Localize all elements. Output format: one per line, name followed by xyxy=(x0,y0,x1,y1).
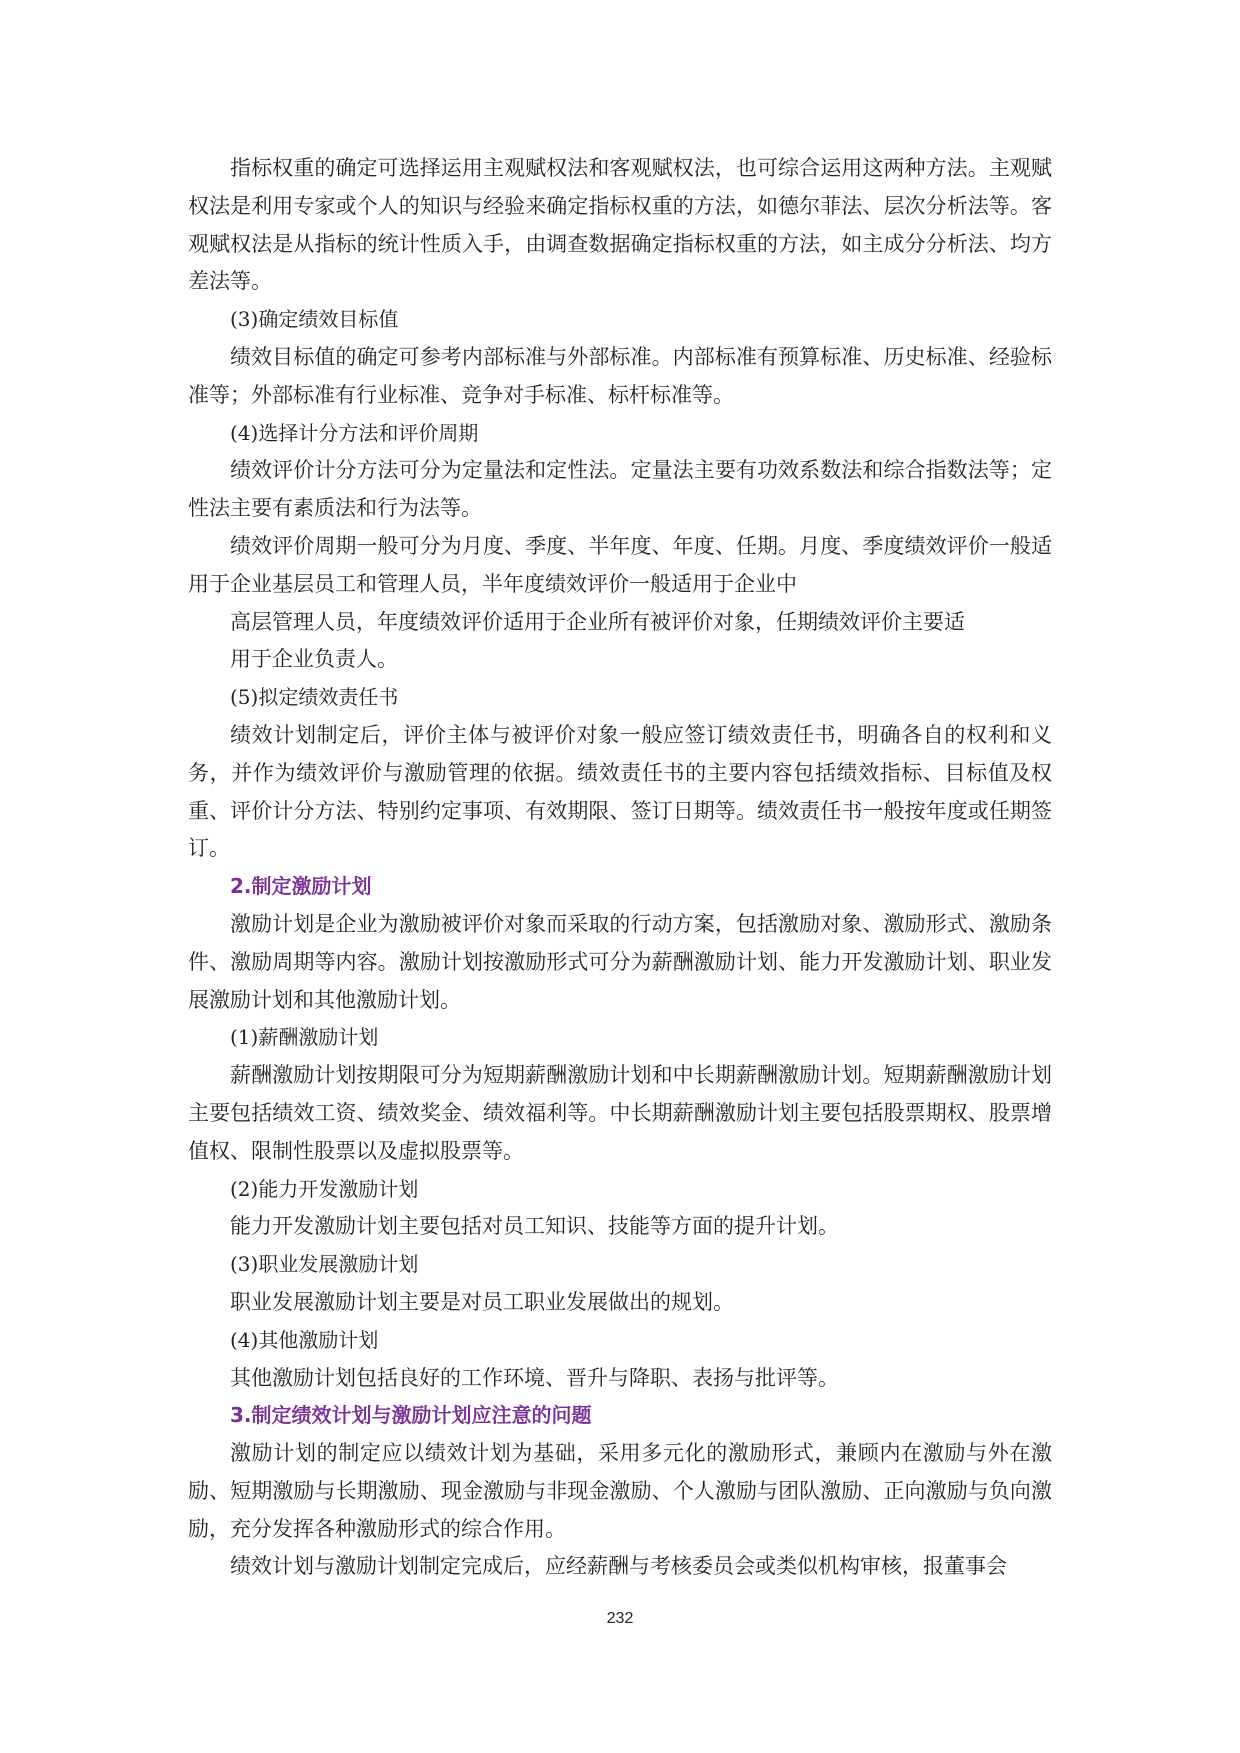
paragraph-target-values: 绩效目标值的确定可参考内部标准与外部标准。内部标准有预算标准、历史标准、经验标准等；外部标准有行业标准、竞争对手标准、标杆标准等。 xyxy=(188,344,1052,407)
subheading-career-incentive: (3)职业发展激励计划 xyxy=(230,1252,419,1277)
page-body xyxy=(188,150,1052,1586)
subheading-ability-incentive: (2)能力开发激励计划 xyxy=(230,1176,419,1201)
paragraph-ability-incentive: 能力开发激励计划主要包括对员工知识、技能等方面的提升计划。 xyxy=(230,1214,839,1239)
page-number: 232 xyxy=(606,1610,634,1627)
subheading-salary-incentive: (1)薪酬激励计划 xyxy=(230,1025,379,1050)
paragraph-scoring-method: 绩效评价计分方法可分为定量法和定性法。定量法主要有功效系数法和综合指数法等；定性法主要有素质法和行为法等。 xyxy=(188,458,1052,521)
paragraph-approval: 绩效计划与激励计划制定完成后，应经薪酬与考核委员会或类似机构审核，报董事会 xyxy=(230,1554,1007,1579)
subheading-scoring-method: (4)选择计分方法和评价周期 xyxy=(230,420,479,445)
paragraph-career-incentive: 职业发展激励计划主要是对员工职业发展做出的规划。 xyxy=(230,1289,734,1314)
paragraph-evaluation-cycle-end: 用于企业负责人。 xyxy=(230,647,398,672)
paragraph-incentive-plan: 激励计划是企业为激励被评价对象而采取的行动方案，包括激励对象、激励形式、激励条件、激励周期等内容。激励计划按激励形式可分为薪酬激励计划、能力开发激励计划、职业发展激励计划和其他激励计划。 xyxy=(188,911,1052,1012)
subheading-responsibility-letter: (5)拟定绩效责任书 xyxy=(230,685,399,710)
paragraph-evaluation-cycle: 绩效评价周期一般可分为月度、季度、半年度、年度、任期。月度、季度绩效评价一般适用于企业基层员工和管理人员，半年度绩效评价一般适用于企业中 xyxy=(188,533,1052,596)
paragraph-responsibility-letter: 绩效计划制定后，评价主体与被评价对象一般应签订绩效责任书，明确各自的权利和义务，并作为绩效评价与激励管理的依据。绩效责任书的主要内容包括绩效指标、目标值及权重、评价计分方法、特别约定事项、有效期限、签订日期等。绩效责任书一般按年度或任期签订。 xyxy=(188,722,1052,861)
section-heading-incentive-plan: 2.制定激励计划 xyxy=(230,874,372,899)
paragraph-indicator-weights: 指标权重的确定可选择运用主观赋权法和客观赋权法，也可综合运用这两种方法。主观赋权法是利用专家或个人的知识与经验来确定指标权重的方法，如德尔菲法、层次分析法等。客观赋权法是从指标的统计性质入手，由调查数据确定指标权重的方法，如主成分分析法、均方差法等。 xyxy=(188,156,1052,294)
paragraph-salary-incentive: 薪酬激励计划按期限可分为短期薪酬激励计划和中长期薪酬激励计划。短期薪酬激励计划主要包括绩效工资、绩效奖金、绩效福利等。中长期薪酬激励计划主要包括股票期权、股票增值权、限制性股票以及虚拟股票等。 xyxy=(188,1063,1052,1163)
paragraph-other-incentive: 其他激励计划包括良好的工作环境、晋升与降职、表扬与批评等。 xyxy=(230,1365,839,1390)
subheading-target-values: (3)确定绩效目标值 xyxy=(230,307,399,332)
paragraph-notes: 激励计划的制定应以绩效计划为基础，采用多元化的激励形式，兼顾内在激励与外在激励、短期激励与长期激励、现金激励与非现金激励、个人激励与团队激励、正向激励与负向激励，充分发挥各种激励形式的综合作用。 xyxy=(188,1441,1052,1541)
paragraph-evaluation-cycle-cont: 高层管理人员，年度绩效评价适用于企业所有被评价对象，任期绩效评价主要适 xyxy=(230,609,965,634)
section-heading-notes: 3.制定绩效计划与激励计划应注意的问题 xyxy=(230,1403,592,1428)
subheading-other-incentive: (4)其他激励计划 xyxy=(230,1327,379,1352)
